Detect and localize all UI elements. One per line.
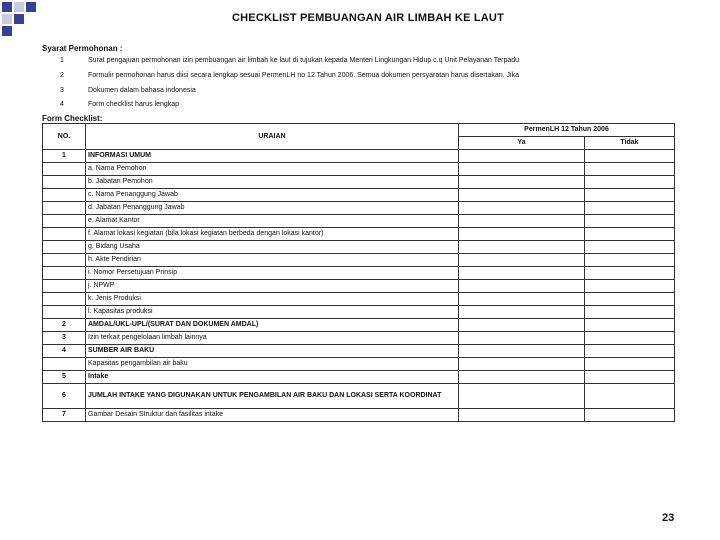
row-description: Gambar Desain Struktur dan fasilitas intake [86, 409, 459, 422]
table-row [43, 280, 675, 293]
ya-checkbox-cell[interactable] [459, 384, 585, 409]
ya-checkbox-cell[interactable] [459, 280, 585, 293]
square-icon [2, 26, 12, 36]
row-number [43, 241, 86, 254]
tidak-checkbox-cell[interactable] [585, 215, 675, 228]
row-description: INFORMASI UMUM [86, 150, 459, 163]
row-description: f. Alamat lokasi kegiatan (bila lokasi kegiatan berbeda dengan lokasi kantor) [86, 228, 459, 241]
corner-decoration [0, 0, 45, 45]
tidak-checkbox-cell[interactable] [585, 409, 675, 422]
table-row [43, 371, 675, 384]
row-number: 7 [43, 409, 86, 422]
row-description: k. Jenis Produksi [86, 293, 459, 306]
tidak-checkbox-cell[interactable] [585, 267, 675, 280]
table-row [43, 358, 675, 371]
row-number: 1 [43, 150, 86, 163]
ya-checkbox-cell[interactable] [459, 293, 585, 306]
requirement-item [60, 57, 519, 64]
tidak-checkbox-cell[interactable] [585, 384, 675, 409]
table-row [43, 254, 675, 267]
row-description: b. Jabatan Pemohon [86, 176, 459, 189]
row-number [43, 280, 86, 293]
tidak-checkbox-cell[interactable] [585, 163, 675, 176]
table-row [43, 332, 675, 345]
requirement-number: 3 [60, 87, 64, 94]
row-description: d. Jabatan Penanggung Jawab [86, 202, 459, 215]
row-number: 2 [43, 319, 86, 332]
row-description: Izin terkait pengelolaan limbah lainnya [86, 332, 459, 345]
checklist-table [42, 123, 675, 422]
table-row [43, 215, 675, 228]
row-description: i. Nomor Persetujuan Prinsip [86, 267, 459, 280]
ya-checkbox-cell[interactable] [459, 150, 585, 163]
column-header-ya: Ya [459, 137, 585, 150]
tidak-checkbox-cell[interactable] [585, 319, 675, 332]
requirement-number: 4 [60, 101, 64, 108]
column-header-uraian: URAIAN [86, 124, 459, 150]
row-number: 5 [43, 371, 86, 384]
table-row [43, 241, 675, 254]
square-icon [2, 2, 12, 12]
row-description: l. Kapasitas produksi [86, 306, 459, 319]
square-icon [26, 2, 36, 12]
requirement-item [60, 87, 196, 94]
row-number [43, 267, 86, 280]
column-header-group: PermenLH 12 Tahun 2006 [459, 124, 675, 137]
column-header-no: NO. [43, 124, 86, 150]
tidak-checkbox-cell[interactable] [585, 332, 675, 345]
row-description: e. Alamat Kantor [86, 215, 459, 228]
tidak-checkbox-cell[interactable] [585, 371, 675, 384]
ya-checkbox-cell[interactable] [459, 409, 585, 422]
tidak-checkbox-cell[interactable] [585, 345, 675, 358]
row-number [43, 189, 86, 202]
requirement-number: 2 [60, 72, 64, 79]
ya-checkbox-cell[interactable] [459, 332, 585, 345]
row-description: AMDAL/UKL-UPL/(SURAT DAN DOKUMEN AMDAL) [86, 319, 459, 332]
requirement-text: Form checklist harus lengkap [88, 101, 180, 108]
row-description: SUMBER AIR BAKU [86, 345, 459, 358]
requirements-heading: Syarat Permohonan : [42, 44, 123, 53]
requirement-number: 1 [60, 57, 64, 64]
requirement-text: Formulir permohonan harus diisi secara lengkap sesuai PermenLH no 12 Tahun 2006. Semua dokumen persyaratan harus disertakan. Jika [88, 72, 520, 79]
table-row [43, 267, 675, 280]
row-number [43, 215, 86, 228]
tidak-checkbox-cell[interactable] [585, 293, 675, 306]
requirement-text: Dokumen dalam bahasa indonesia [88, 87, 196, 94]
tidak-checkbox-cell[interactable] [585, 228, 675, 241]
table-row [43, 163, 675, 176]
table-row [43, 189, 675, 202]
square-icon [14, 14, 24, 24]
table-row [43, 293, 675, 306]
row-description: c. Nama Penanggung Jawab [86, 189, 459, 202]
table-row [43, 150, 675, 163]
ya-checkbox-cell[interactable] [459, 371, 585, 384]
row-number [43, 228, 86, 241]
tidak-checkbox-cell[interactable] [585, 306, 675, 319]
table-row [43, 384, 675, 409]
row-number [43, 176, 86, 189]
tidak-checkbox-cell[interactable] [585, 189, 675, 202]
row-description: g. Bidang Usaha [86, 241, 459, 254]
square-icon [14, 2, 24, 12]
row-number [43, 202, 86, 215]
page-number: 23 [662, 512, 675, 524]
ya-checkbox-cell[interactable] [459, 267, 585, 280]
tidak-checkbox-cell[interactable] [585, 254, 675, 267]
tidak-checkbox-cell[interactable] [585, 202, 675, 215]
row-number [43, 254, 86, 267]
ya-checkbox-cell[interactable] [459, 345, 585, 358]
row-description: JUMLAH INTAKE YANG DIGUNAKAN UNTUK PENGAMBILAN AIR BAKU DAN LOKASI SERTA KOORDINAT [86, 384, 459, 409]
row-description: Kapasitas pengambilan air baku [86, 358, 459, 371]
table-row [43, 202, 675, 215]
ya-checkbox-cell[interactable] [459, 215, 585, 228]
requirement-text: Surat pengajuan permohonan izin pembuangan air limbah ke laut di tujukan kepada Menteri Lingkungan Hidup c.q Unit Pelayanan Terpadu [88, 57, 520, 64]
requirement-item [60, 72, 519, 79]
ya-checkbox-cell[interactable] [459, 228, 585, 241]
ya-checkbox-cell[interactable] [459, 319, 585, 332]
table-row [43, 228, 675, 241]
row-number [43, 293, 86, 306]
tidak-checkbox-cell[interactable] [585, 358, 675, 371]
table-row [43, 306, 675, 319]
tidak-checkbox-cell[interactable] [585, 150, 675, 163]
ya-checkbox-cell[interactable] [459, 241, 585, 254]
row-number: 3 [43, 332, 86, 345]
ya-checkbox-cell[interactable] [459, 189, 585, 202]
ya-checkbox-cell[interactable] [459, 163, 585, 176]
tidak-checkbox-cell[interactable] [585, 241, 675, 254]
table-row [43, 319, 675, 332]
row-number [43, 163, 86, 176]
form-checklist-heading: Form Checklist: [42, 114, 103, 123]
page-title: CHECKLIST PEMBUANGAN AIR LIMBAH KE LAUT [232, 12, 504, 24]
ya-checkbox-cell[interactable] [459, 254, 585, 267]
ya-checkbox-cell[interactable] [459, 202, 585, 215]
row-number: 6 [43, 384, 86, 409]
row-description: j. NPWP [86, 280, 459, 293]
ya-checkbox-cell[interactable] [459, 306, 585, 319]
column-header-tidak: Tidak [585, 137, 675, 150]
row-description: h. Akte Pendirian [86, 254, 459, 267]
ya-checkbox-cell[interactable] [459, 358, 585, 371]
square-icon [2, 14, 12, 24]
requirement-item [60, 101, 179, 108]
table-row [43, 409, 675, 422]
row-description: a. Nama Pemohon [86, 163, 459, 176]
ya-checkbox-cell[interactable] [459, 176, 585, 189]
table-row [43, 345, 675, 358]
row-number [43, 358, 86, 371]
row-number [43, 306, 86, 319]
tidak-checkbox-cell[interactable] [585, 280, 675, 293]
table-row [43, 176, 675, 189]
tidak-checkbox-cell[interactable] [585, 176, 675, 189]
row-description: Intake [86, 371, 459, 384]
row-number: 4 [43, 345, 86, 358]
